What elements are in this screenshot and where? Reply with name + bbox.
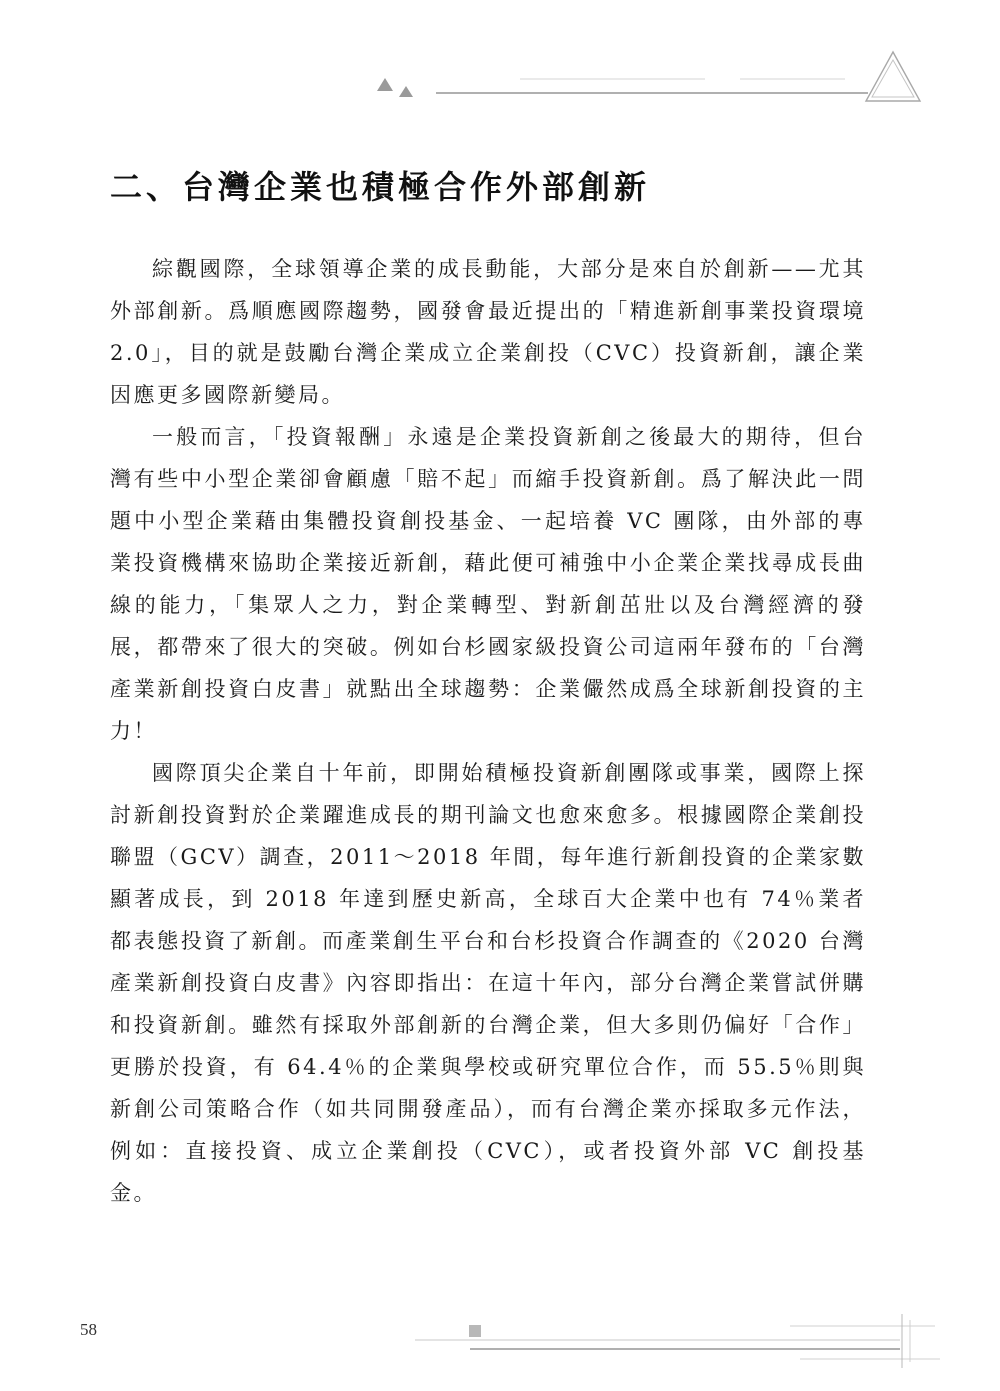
body-text: [110, 248, 866, 1214]
paragraph: 綜觀國際，全球領導企業的成長動能，大部分是來自於創新——尤其外部創新。爲順應國際趨勢，國發會最近提出的「精進新創事業投資環境 2.0」，目的就是鼓勵台灣企業成立企業創投（CVC）投資新創，讓企業因應更多國際新變局。: [110, 257, 866, 407]
paragraph: 一般而言，「投資報酬」永遠是企業投資新創之後最大的期待，但台灣有些中小型企業卻會顧慮「賠不起」而縮手投資新創。爲了解決此一問題中小型企業藉由集體投資創投基金、一起培養 VC 團隊，由外部的專業投資機構來協助企業接近新創，藉此便可補強中小企業企業找尋成長曲線的能力，「集眾人之力，對企業轉型、對新創茁壯以及台灣經濟的發展，都帶來了很大的突破。例如台杉國家級投資公司這兩年發布的「台灣產業新創投資白皮書」就點出全球趨勢：企業儼然成爲全球新創投資的主力！: [110, 425, 866, 743]
small-square-icon: [469, 1325, 481, 1337]
section-heading: 二、台灣企業也積極合作外部創新: [110, 168, 651, 206]
header-decoration: [0, 0, 1000, 120]
page-number: 58: [80, 1320, 97, 1339]
small-triangle-right-icon: [399, 86, 413, 97]
paragraph: 國際頂尖企業自十年前，即開始積極投資新創團隊或事業，國際上探討新創投資對於企業躍進成長的期刊論文也愈來愈多。根據國際企業創投聯盟（GCV）調查，2011～2018 年間，每年進行新創投資的企業家數顯著成長，到 2018 年達到歷史新高，全球百大企業中也有 74％業者都表態投資了新創。而產業創生平台和台杉投資合作調查的《2020 台灣產業新創投資白皮書》內容即指出：在這十年內，部分台灣企業嘗試併購和投資新創。雖然有採取外部創新的台灣企業，但大多則仍偏好「合作」更勝於投資，有 64.4％的企業與學校或研究單位合作，而 55.5％則與新創公司策略合作（如共同開發產品），而有台灣企業亦採取多元作法，例如：直接投資、成立企業創投（CVC），或者投資外部 VC 創投基金。: [110, 761, 866, 1205]
small-triangle-left-icon: [377, 78, 393, 91]
